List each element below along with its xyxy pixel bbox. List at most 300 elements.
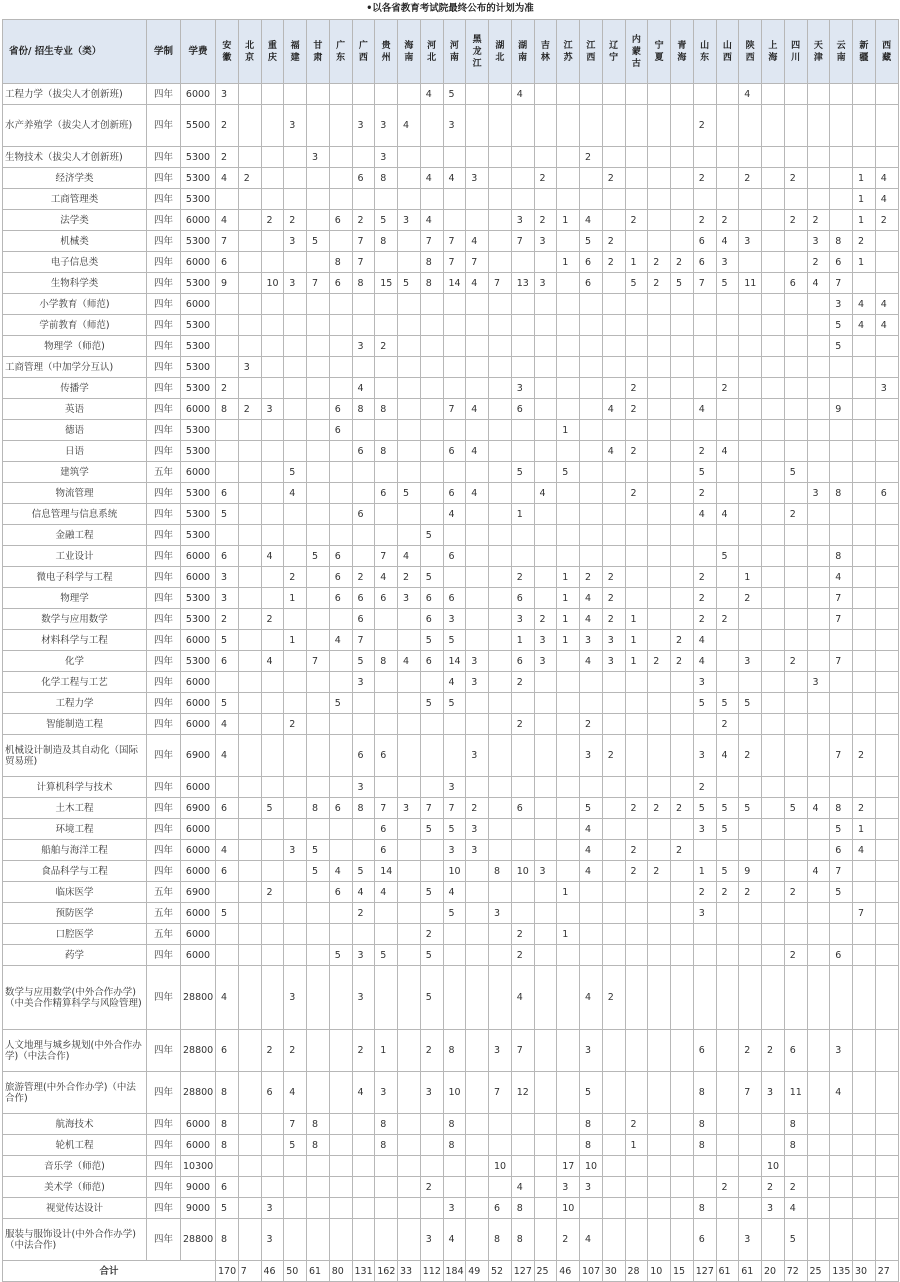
quota-cell (284, 672, 307, 693)
major-name: 工业设计 (3, 546, 147, 567)
quota-cell (625, 231, 648, 252)
quota-cell: 6 (261, 1072, 284, 1114)
quota-cell (307, 777, 330, 798)
quota-cell: 4 (830, 567, 853, 588)
quota-cell (398, 462, 421, 483)
quota-cell (875, 462, 898, 483)
quota-cell (830, 441, 853, 462)
quota-cell (307, 1177, 330, 1198)
quota-cell: 2 (671, 798, 694, 819)
quota-cell (671, 189, 694, 210)
quota-cell (716, 315, 739, 336)
quota-cell: 8 (830, 231, 853, 252)
quota-cell (807, 840, 830, 861)
major-name: 口腔医学 (3, 924, 147, 945)
quota-cell (398, 357, 421, 378)
quota-cell: 3 (284, 840, 307, 861)
quota-cell (261, 861, 284, 882)
quota-cell: 3 (375, 1072, 398, 1114)
quota-cell (489, 441, 512, 462)
quota-cell (307, 882, 330, 903)
quota-cell (466, 462, 489, 483)
quota-cell (853, 1135, 876, 1156)
quota-cell: 2 (534, 609, 557, 630)
quota-cell (307, 1156, 330, 1177)
quota-cell (580, 336, 603, 357)
quota-cell (853, 924, 876, 945)
quota-cell (625, 882, 648, 903)
table-row (3, 462, 899, 483)
quota-cell: 6 (580, 252, 603, 273)
quota-cell: 4 (261, 546, 284, 567)
quota-cell: 2 (557, 1219, 580, 1261)
quota-cell (398, 903, 421, 924)
quota-cell: 7 (489, 1072, 512, 1114)
quota-cell (420, 1114, 443, 1135)
quota-cell (807, 1072, 830, 1114)
quota-cell: 5 (625, 273, 648, 294)
major-name: 微电子科学与工程 (3, 567, 147, 588)
quota-cell (602, 336, 625, 357)
quota-cell (671, 147, 694, 168)
quota-cell (284, 1198, 307, 1219)
quota-cell: 4 (216, 210, 239, 231)
quota-cell: 4 (875, 315, 898, 336)
quota-cell (420, 147, 443, 168)
quota-cell: 1 (853, 210, 876, 231)
quota-cell (830, 504, 853, 525)
quota-cell (329, 441, 352, 462)
quota-cell: 2 (648, 861, 671, 882)
quota-cell: 5 (580, 1072, 603, 1114)
quota-cell (375, 357, 398, 378)
quota-cell (489, 462, 512, 483)
quota-cell (443, 945, 466, 966)
quota-cell: 7 (307, 651, 330, 672)
quota-cell: 2 (784, 210, 807, 231)
quota-cell (875, 273, 898, 294)
quota-cell: 1 (557, 630, 580, 651)
quota-cell (602, 1135, 625, 1156)
quota-cell: 3 (739, 231, 762, 252)
quota-cell (671, 525, 694, 546)
quota-cell: 8 (693, 1198, 716, 1219)
quota-cell (534, 336, 557, 357)
quota-cell (398, 1030, 421, 1072)
quota-cell (375, 903, 398, 924)
quota-cell (716, 525, 739, 546)
quota-cell (762, 1135, 785, 1156)
quota-cell: 1 (625, 252, 648, 273)
quota-cell (671, 210, 694, 231)
quota-cell (284, 315, 307, 336)
quota-cell: 8 (443, 1114, 466, 1135)
quota-cell (466, 546, 489, 567)
total-cell: 25 (534, 1261, 557, 1282)
quota-cell (875, 861, 898, 882)
quota-cell (375, 777, 398, 798)
quota-cell: 3 (307, 147, 330, 168)
quota-cell: 2 (739, 588, 762, 609)
quota-cell: 5 (693, 693, 716, 714)
quota-cell: 10 (489, 1156, 512, 1177)
quota-cell (648, 315, 671, 336)
quota-cell: 2 (693, 588, 716, 609)
quota-cell: 6 (443, 546, 466, 567)
quota-cell (261, 714, 284, 735)
quota-cell: 14 (443, 651, 466, 672)
quota-cell (739, 1177, 762, 1198)
quota-cell (625, 924, 648, 945)
quota-cell (284, 924, 307, 945)
quota-cell (762, 882, 785, 903)
quota-cell: 3 (261, 1198, 284, 1219)
quota-cell (511, 777, 534, 798)
quota-cell: 4 (466, 441, 489, 462)
quota-cell (489, 504, 512, 525)
quota-cell (807, 714, 830, 735)
quota-cell (671, 1135, 694, 1156)
table-row (3, 714, 899, 735)
quota-cell (466, 1030, 489, 1072)
quota-cell (762, 483, 785, 504)
major-name: 生物科学类 (3, 273, 147, 294)
table-row (3, 1177, 899, 1198)
quota-cell (329, 609, 352, 630)
quota-cell (238, 273, 261, 294)
quota-cell (693, 966, 716, 1030)
quota-cell (602, 840, 625, 861)
quota-cell: 5 (352, 861, 375, 882)
major-name: 材料科学与工程 (3, 630, 147, 651)
quota-cell (807, 777, 830, 798)
quota-cell (762, 462, 785, 483)
quota-cell (261, 819, 284, 840)
quota-cell (602, 483, 625, 504)
duration-cell: 五年 (147, 882, 181, 903)
table-row (3, 294, 899, 315)
quota-cell (853, 462, 876, 483)
quota-cell (216, 294, 239, 315)
quota-cell (807, 882, 830, 903)
total-cell: 162 (375, 1261, 398, 1282)
quota-cell (511, 420, 534, 441)
quota-cell: 2 (511, 714, 534, 735)
quota-cell: 3 (352, 945, 375, 966)
quota-cell (693, 1177, 716, 1198)
header-province: 吉林 (534, 20, 557, 84)
quota-cell: 2 (420, 924, 443, 945)
quota-cell (875, 105, 898, 147)
quota-cell (580, 945, 603, 966)
quota-cell (398, 1156, 421, 1177)
quota-cell: 3 (534, 651, 557, 672)
quota-cell (671, 168, 694, 189)
quota-cell: 2 (762, 1030, 785, 1072)
header-province: 新疆 (853, 20, 876, 84)
quota-cell (875, 1030, 898, 1072)
quota-cell: 7 (511, 1030, 534, 1072)
quota-cell (830, 1177, 853, 1198)
quota-cell: 4 (784, 1198, 807, 1219)
total-cell: 30 (602, 1261, 625, 1282)
quota-cell (307, 966, 330, 1030)
quota-cell (875, 525, 898, 546)
quota-cell (534, 1072, 557, 1114)
quota-cell (352, 315, 375, 336)
quota-cell: 6 (329, 588, 352, 609)
quota-cell (420, 1135, 443, 1156)
quota-cell (534, 777, 557, 798)
quota-cell (329, 462, 352, 483)
quota-cell: 4 (853, 315, 876, 336)
quota-cell (307, 567, 330, 588)
header-province: 北京 (238, 20, 261, 84)
quota-cell (261, 672, 284, 693)
quota-cell: 4 (375, 567, 398, 588)
fee-cell: 5300 (181, 504, 216, 525)
quota-cell: 6 (375, 840, 398, 861)
quota-cell (762, 651, 785, 672)
table-row (3, 210, 899, 231)
quota-cell (739, 609, 762, 630)
quota-cell (830, 189, 853, 210)
quota-cell (466, 882, 489, 903)
quota-cell (875, 441, 898, 462)
quota-cell: 2 (238, 168, 261, 189)
quota-cell (352, 357, 375, 378)
quota-cell (511, 525, 534, 546)
quota-cell: 6 (329, 273, 352, 294)
quota-cell (398, 84, 421, 105)
quota-cell (875, 630, 898, 651)
duration-cell: 四年 (147, 630, 181, 651)
quota-cell (466, 1156, 489, 1177)
table-row (3, 504, 899, 525)
quota-cell (466, 924, 489, 945)
total-cell: 28 (625, 1261, 648, 1282)
quota-cell (489, 147, 512, 168)
quota-cell (284, 1219, 307, 1261)
quota-cell (329, 168, 352, 189)
quota-cell (307, 672, 330, 693)
quota-cell: 3 (807, 483, 830, 504)
quota-cell: 2 (693, 483, 716, 504)
quota-cell (238, 504, 261, 525)
quota-cell: 3 (534, 273, 557, 294)
quota-cell (739, 819, 762, 840)
quota-cell (238, 1219, 261, 1261)
quota-cell (716, 1156, 739, 1177)
quota-cell: 6 (329, 399, 352, 420)
quota-cell: 8 (329, 252, 352, 273)
quota-cell (466, 903, 489, 924)
quota-cell (671, 1114, 694, 1135)
quota-cell: 6 (443, 588, 466, 609)
quota-cell: 1 (284, 630, 307, 651)
duration-cell: 四年 (147, 210, 181, 231)
quota-cell: 4 (716, 441, 739, 462)
major-name: 小学教育（师范) (3, 294, 147, 315)
quota-cell: 14 (443, 273, 466, 294)
quota-cell (375, 504, 398, 525)
quota-cell (443, 315, 466, 336)
fee-cell: 5300 (181, 147, 216, 168)
quota-cell: 3 (284, 966, 307, 1030)
quota-cell (284, 168, 307, 189)
quota-cell: 7 (511, 231, 534, 252)
quota-cell (261, 315, 284, 336)
quota-cell (602, 189, 625, 210)
quota-cell (261, 84, 284, 105)
quota-cell (216, 777, 239, 798)
quota-cell (739, 1198, 762, 1219)
quota-cell (238, 420, 261, 441)
quota-cell (580, 672, 603, 693)
quota-cell (420, 105, 443, 147)
quota-cell (784, 546, 807, 567)
quota-cell (784, 525, 807, 546)
major-name: 机械类 (3, 231, 147, 252)
quota-cell (648, 1177, 671, 1198)
duration-cell: 四年 (147, 441, 181, 462)
quota-cell: 4 (807, 798, 830, 819)
quota-cell (875, 735, 898, 777)
fee-cell: 5300 (181, 168, 216, 189)
table-row (3, 273, 899, 294)
quota-cell (853, 399, 876, 420)
quota-cell (284, 819, 307, 840)
quota-cell (375, 189, 398, 210)
quota-cell (443, 420, 466, 441)
table-row (3, 1198, 899, 1219)
quota-cell (853, 84, 876, 105)
quota-cell (625, 105, 648, 147)
quota-cell (329, 231, 352, 252)
quota-cell (671, 1030, 694, 1072)
quota-cell (238, 210, 261, 231)
quota-cell (352, 147, 375, 168)
quota-cell (375, 672, 398, 693)
quota-cell (329, 651, 352, 672)
quota-cell (307, 945, 330, 966)
quota-cell (853, 504, 876, 525)
duration-cell: 四年 (147, 84, 181, 105)
quota-cell (238, 966, 261, 1030)
quota-cell: 2 (420, 1030, 443, 1072)
quota-cell (398, 672, 421, 693)
quota-cell (261, 231, 284, 252)
quota-cell (784, 483, 807, 504)
quota-cell (602, 672, 625, 693)
quota-cell (716, 945, 739, 966)
quota-cell (762, 735, 785, 777)
quota-cell (329, 378, 352, 399)
quota-cell: 8 (489, 1219, 512, 1261)
quota-cell: 7 (853, 903, 876, 924)
quota-cell (534, 525, 557, 546)
quota-cell (762, 378, 785, 399)
major-name: 水产养殖学（拔尖人才创新班) (3, 105, 147, 147)
quota-cell (398, 735, 421, 777)
header-province: 湖南 (511, 20, 534, 84)
quota-cell (853, 441, 876, 462)
quota-cell (807, 735, 830, 777)
quota-cell (307, 483, 330, 504)
quota-cell (784, 819, 807, 840)
quota-cell (739, 1114, 762, 1135)
duration-cell: 四年 (147, 861, 181, 882)
header-province: 山西 (716, 20, 739, 84)
quota-cell (830, 420, 853, 441)
quota-cell: 6 (329, 546, 352, 567)
quota-cell (625, 84, 648, 105)
quota-cell (534, 798, 557, 819)
quota-cell (648, 483, 671, 504)
quota-cell (557, 945, 580, 966)
quota-cell (261, 630, 284, 651)
quota-cell: 5 (443, 84, 466, 105)
quota-cell (648, 168, 671, 189)
quota-cell (489, 672, 512, 693)
fee-cell: 28800 (181, 1072, 216, 1114)
quota-cell: 1 (557, 567, 580, 588)
quota-cell (648, 672, 671, 693)
quota-cell: 4 (807, 273, 830, 294)
quota-cell (875, 693, 898, 714)
quota-cell (762, 714, 785, 735)
duration-cell: 四年 (147, 147, 181, 168)
major-name: 轮机工程 (3, 1135, 147, 1156)
quota-cell (784, 147, 807, 168)
major-name: 智能制造工程 (3, 714, 147, 735)
quota-cell (443, 336, 466, 357)
quota-cell: 2 (693, 609, 716, 630)
quota-cell (284, 945, 307, 966)
quota-cell: 7 (352, 630, 375, 651)
quota-cell (557, 777, 580, 798)
quota-cell (875, 1219, 898, 1261)
quota-cell: 2 (853, 231, 876, 252)
quota-cell: 6 (511, 651, 534, 672)
quota-cell (238, 315, 261, 336)
quota-cell (466, 714, 489, 735)
quota-cell (625, 1177, 648, 1198)
quota-cell (511, 735, 534, 777)
quota-cell (625, 336, 648, 357)
quota-cell (284, 441, 307, 462)
quota-cell (739, 483, 762, 504)
header-province: 内蒙古 (625, 20, 648, 84)
quota-cell: 8 (443, 1135, 466, 1156)
quota-cell (398, 609, 421, 630)
quota-cell: 1 (557, 210, 580, 231)
quota-cell (648, 399, 671, 420)
quota-cell (466, 1219, 489, 1261)
quota-cell (557, 273, 580, 294)
quota-cell (807, 966, 830, 1030)
quota-cell: 3 (693, 819, 716, 840)
quota-cell (762, 504, 785, 525)
quota-cell (352, 483, 375, 504)
quota-cell (238, 693, 261, 714)
total-cell: 131 (352, 1261, 375, 1282)
quota-cell (853, 1114, 876, 1135)
quota-cell (853, 357, 876, 378)
quota-cell: 5 (716, 861, 739, 882)
quota-cell: 2 (580, 567, 603, 588)
quota-cell: 8 (352, 399, 375, 420)
